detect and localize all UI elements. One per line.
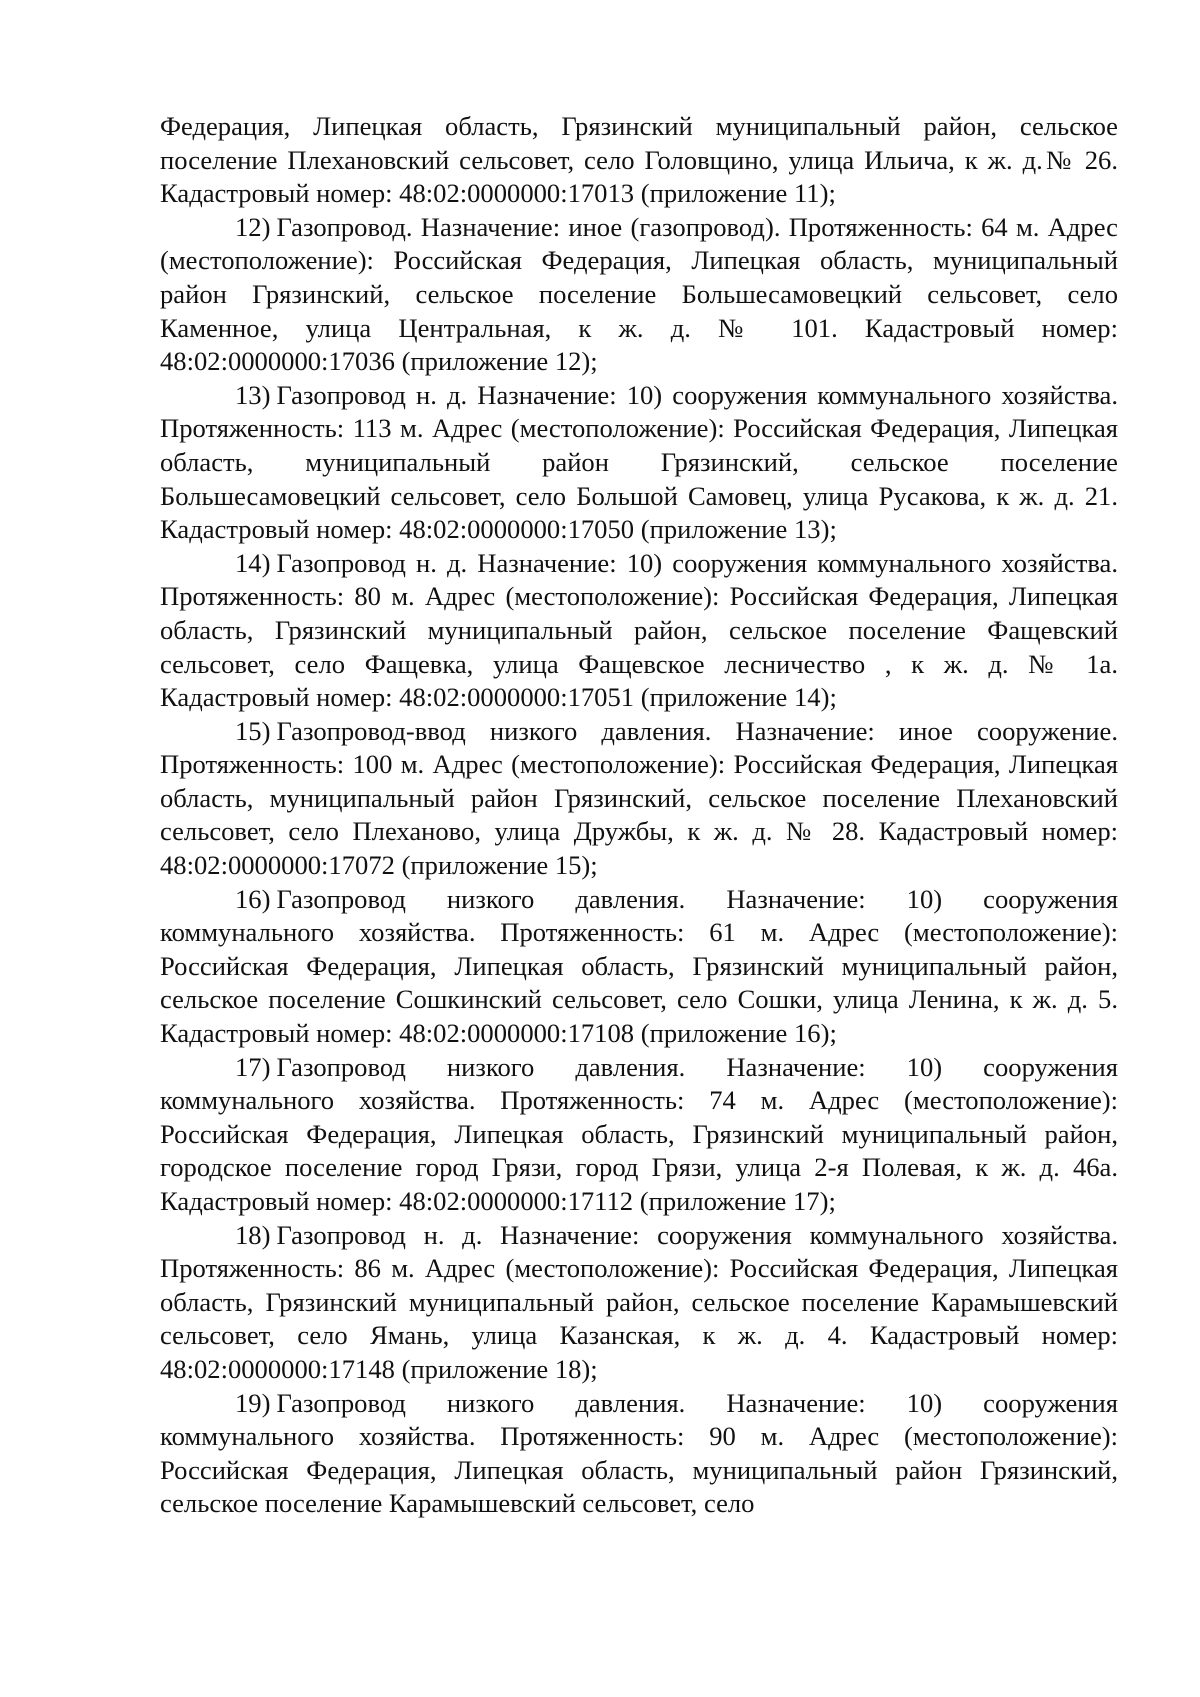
- paragraph-continuation: [160, 110, 1118, 211]
- item-number: 12): [235, 211, 271, 242]
- list-item-14: [160, 547, 1118, 715]
- item-number: 14): [235, 547, 271, 578]
- item-number: 13): [235, 379, 271, 410]
- paragraph-text: Газопровод-ввод низкого давления. Назначение: иное сооружение. Протяженность: 100 м. Адрес (местоположение): Российская Федерация, Липецкая область, муниципальный район Грязинский, сельское поселение Плехановский сельсовет, село Плеханово, улица Дружбы, к ж. д. № 28. Кадастровый номер: 48:02:0000000:17072 (приложение 15);: [160, 715, 1118, 881]
- item-number: 19): [235, 1387, 271, 1418]
- paragraph-text: Газопровод. Назначение: иное (газопровод). Протяженность: 64 м. Адрес (местоположение): Российская Федерация, Липецкая область, муниципальный район Грязинский, сельское поселение Большесамовецкий сельсовет, село Каменное, улица Центральная, к ж. д. № 101. Кадастровый номер: 48:02:0000000:17036 (приложение 12);: [160, 211, 1118, 377]
- list-item-12: [160, 211, 1118, 379]
- paragraph-text: Газопровод н. д. Назначение: 10) сооружения коммунального хозяйства. Протяженность: 113 м. Адрес (местоположение): Российская Федерация, Липецкая область, муниципальный район Грязинский, сельское поселение Большесамовецкий сельсовет, село Большой Самовец, улица Русакова, к ж. д. 21. Кадастровый номер: 48:02:0000000:17050 (приложение 13);: [160, 379, 1118, 545]
- list-item-13: [160, 379, 1118, 547]
- document-body: [160, 110, 1118, 1521]
- paragraph-text: Газопровод низкого давления. Назначение: 10) сооружения коммунального хозяйства. Протяженность: 74 м. Адрес (местоположение): Российская Федерация, Липецкая область, Грязинский муниципальный район, городское поселение город Грязи, город Грязи, улица 2-я Полевая, к ж. д. 46а. Кадастровый номер: 48:02:0000000:17112 (приложение 17);: [160, 1051, 1118, 1216]
- item-number: 18): [235, 1219, 271, 1250]
- list-item-15: [160, 715, 1118, 883]
- paragraph-text: Газопровод низкого давления. Назначение: 10) сооружения коммунального хозяйства. Протяженность: 61 м. Адрес (местоположение): Российская Федерация, Липецкая область, Грязинский муниципальный район, сельское поселение Сошкинский сельсовет, село Сошки, улица Ленина, к ж. д. 5. Кадастровый номер: 48:02:0000000:17108 (приложение 16);: [160, 883, 1118, 1049]
- item-number: 16): [235, 883, 271, 914]
- item-number: 15): [235, 715, 271, 746]
- list-item-19: [160, 1387, 1118, 1521]
- paragraph-text: Газопровод низкого давления. Назначение: 10) сооружения коммунального хозяйства. Протяженность: 90 м. Адрес (местоположение): Российская Федерация, Липецкая область, муниципальный район Грязинский, сельское поселение Карамышевский сельсовет, село: [160, 1387, 1118, 1519]
- list-item-18: [160, 1219, 1118, 1387]
- paragraph-text: Газопровод н. д. Назначение: 10) сооружения коммунального хозяйства. Протяженность: 80 м. Адрес (местоположение): Российская Федерация, Липецкая область, Грязинский муниципальный район, сельское поселение Фащевский сельсовет, село Фащевка, улица Фащевское лесничество , к ж. д. № 1а. Кадастровый номер: 48:02:0000000:17051 (приложение 14);: [160, 547, 1118, 713]
- list-item-17: [160, 1051, 1118, 1219]
- item-number: 17): [235, 1051, 271, 1082]
- list-item-16: [160, 883, 1118, 1051]
- paragraph-text: Федерация, Липецкая область, Грязинский муниципальный район, сельское поселение Плехановский сельсовет, село Головщино, улица Ильича, к ж. д.№ 26. Кадастровый номер: 48:02:0000000:17013 (приложение 11);: [160, 111, 1118, 209]
- paragraph-text: Газопровод н. д. Назначение: сооружения коммунального хозяйства. Протяженность: 86 м. Адрес (местоположение): Российская Федерация, Липецкая область, Грязинский муниципальный район, сельское поселение Карамышевский сельсовет, село Ямань, улица Казанская, к ж. д. 4. Кадастровый номер: 48:02:0000000:17148 (приложение 18);: [160, 1219, 1118, 1384]
